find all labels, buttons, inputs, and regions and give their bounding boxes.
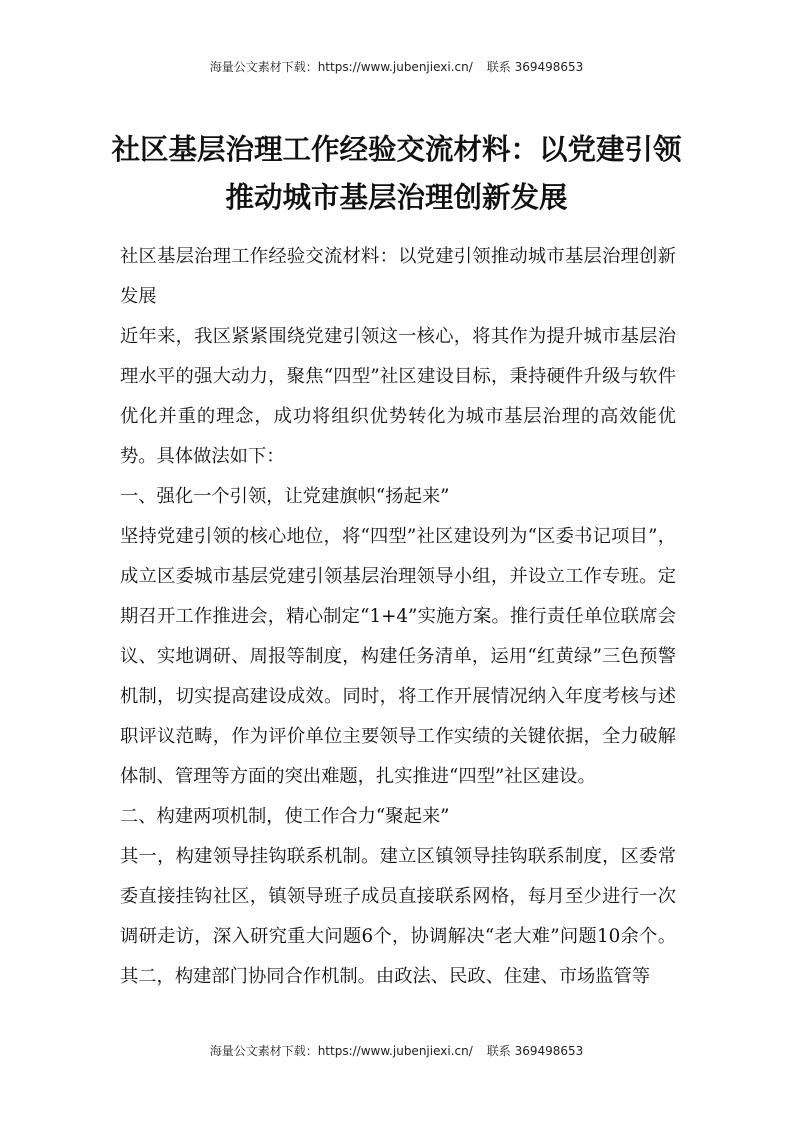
document-title: 社区基层治理工作经验交流材料：以党建引领推动城市基层治理创新发展 <box>111 133 682 214</box>
body-paragraph-subtitle: 社区基层治理工作经验交流材料：以党建引领推动城市基层治理创新发展 <box>120 246 676 307</box>
body-paragraph-section-1: 坚持党建引领的核心地位，将“四型”社区建设列为“区委书记项目”，成立区委城市基层党建引领基层治理领导小组，并设立工作专班。定期召开工作推进会，精心制定“1+4”实施方案。推行责任单位联席会议、实地调研、周报等制度，构建任务清单，运用“红黄绿”三色预警机制，切实提高建设成效。同时，将工作开展情况纳入年度考核与述职评议范畴，作为评价单位主要领导工作实绩的关键依据，全力破解体制、管理等方面的突出难题，扎实推进“四型”社区建设。 <box>120 526 676 787</box>
section-heading-2: 二、构建两项机制，使工作合力“聚起来” <box>120 806 450 827</box>
page-header <box>0 58 793 75</box>
header-contact-text: 联系 369498653 <box>486 60 584 74</box>
footer-download-text: 海量公文素材下载：https://www.jubenjiexi.cn/ <box>209 1044 473 1058</box>
body-paragraph-section-2: 其一，构建领导挂钩联系机制。建立区镇领导挂钩联系制度，区委常委直接挂钩社区，镇领导班子成员直接联系网格，每月至少进行一次调研走访，深入研究重大问题6个，协调解决“老大难”问题10余个。其二，构建部门协同合作机制。由政法、民政、住建、市场监管等 <box>120 846 676 987</box>
page-footer <box>0 1042 793 1059</box>
header-download-text: 海量公文素材下载：https://www.jubenjiexi.cn/ <box>209 60 473 74</box>
footer-contact-text: 联系 369498653 <box>486 1044 584 1058</box>
body-paragraph-intro: 近年来，我区紧紧围绕党建引领这一核心，将其作为提升城市基层治理水平的强大动力，聚焦“四型”社区建设目标，秉持硬件升级与软件优化并重的理念，成功将组织优势转化为城市基层治理的高效能优势。具体做法如下： <box>120 326 676 467</box>
section-heading-1: 一、强化一个引领，让党建旗帜“扬起来” <box>120 486 450 507</box>
document-body <box>120 237 676 997</box>
